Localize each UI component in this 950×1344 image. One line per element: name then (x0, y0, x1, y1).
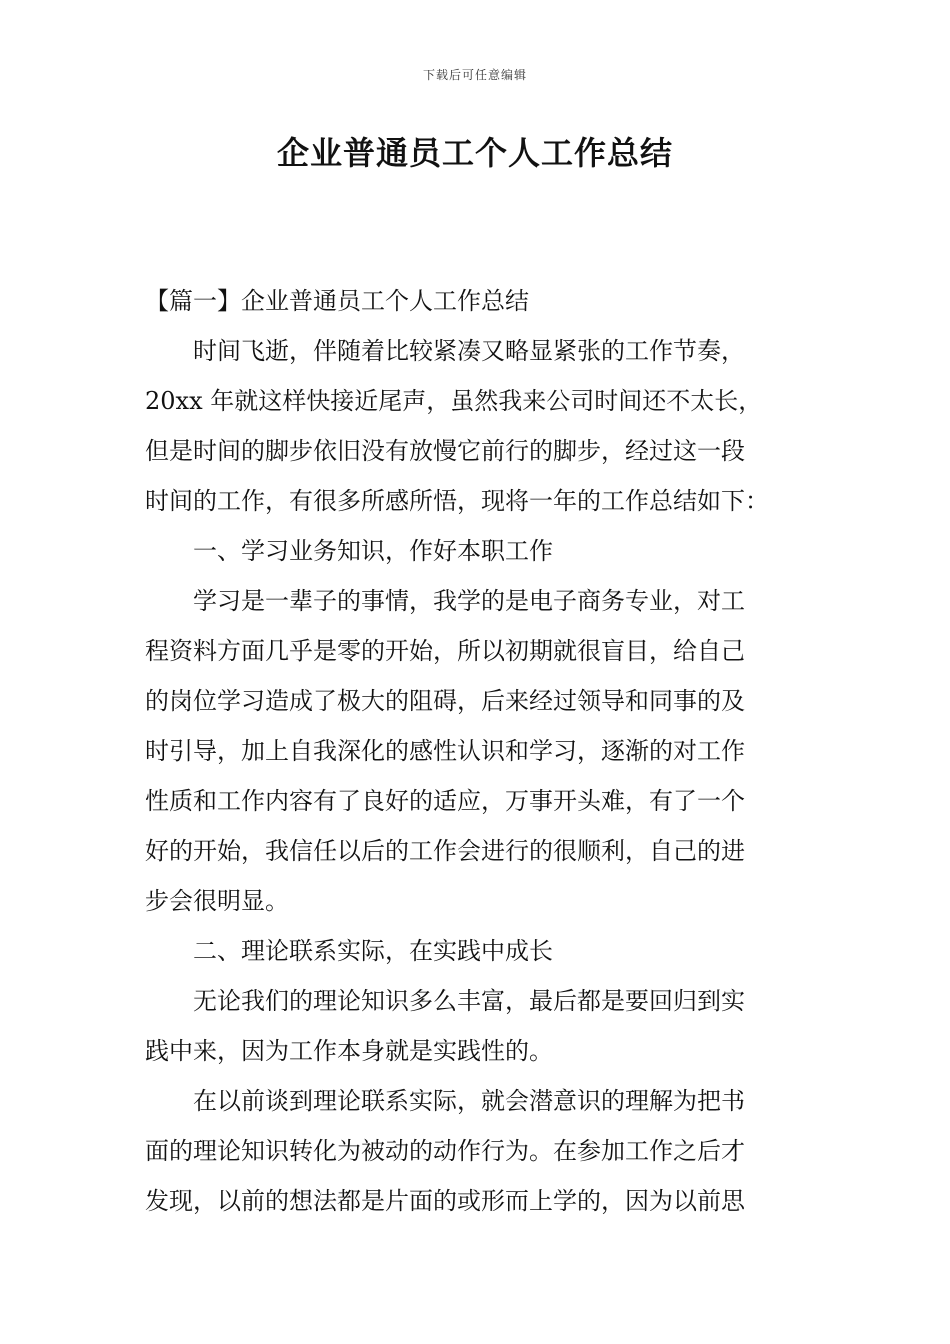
subheading-one (145, 526, 815, 576)
section-label: 【篇一】企业普通员工个人工作总结 (145, 287, 529, 315)
text-line: 但是时间的脚步依旧没有放慢它前行的脚步，经过这一段 (145, 437, 745, 465)
paragraph-learning (145, 576, 815, 926)
text-line: 践中来，因为工作本身就是实践性的。 (145, 1037, 553, 1065)
text-line: 时间飞逝，伴随着比较紧凑又略显紧张的工作节奏， (193, 337, 745, 365)
text-line: 学习是一辈子的事情，我学的是电子商务专业，对工 (193, 587, 745, 615)
subheading-two (145, 926, 815, 976)
text-line: 性质和工作内容有了良好的适应，万事开头难，有了一个 (145, 787, 745, 815)
document-title: 企业普通员工个人工作总结 (276, 134, 673, 172)
text-line: 20xx 年就这样快接近尾声，虽然我来公司时间还不太长， (145, 387, 763, 415)
header-note: 下载后可任意编辑 (422, 68, 527, 82)
paragraph-intro (145, 326, 815, 526)
text-line: 程资料方面几乎是零的开始，所以初期就很盲目，给自己 (145, 637, 745, 665)
text-line: 好的开始，我信任以后的工作会进行的很顺利，自己的进 (145, 837, 745, 865)
paragraph-practice (145, 976, 815, 1076)
text-line: 时引导，加上自我深化的感性认识和学习，逐渐的对工作 (145, 737, 745, 765)
text-line: 在以前谈到理论联系实际，就会潜意识的理解为把书 (193, 1087, 745, 1115)
text-line: 步会很明显。 (145, 887, 289, 915)
text-line: 的岗位学习造成了极大的阻碍，后来经过领导和同事的及 (145, 687, 745, 715)
text-line: 时间的工作，有很多所感所悟，现将一年的工作总结如下： (145, 487, 769, 515)
text-line: 一、学习业务知识，作好本职工作 (193, 537, 553, 565)
text-line: 无论我们的理论知识多么丰富，最后都是要回归到实 (193, 987, 745, 1015)
text-line: 发现，以前的想法都是片面的或形而上学的，因为以前思 (145, 1187, 745, 1215)
document-body (145, 276, 815, 1226)
text-line: 二、理论联系实际，在实践中成长 (193, 937, 553, 965)
paragraph-theory (145, 1076, 815, 1226)
text-line: 面的理论知识转化为被动的动作行为。在参加工作之后才 (145, 1137, 745, 1165)
